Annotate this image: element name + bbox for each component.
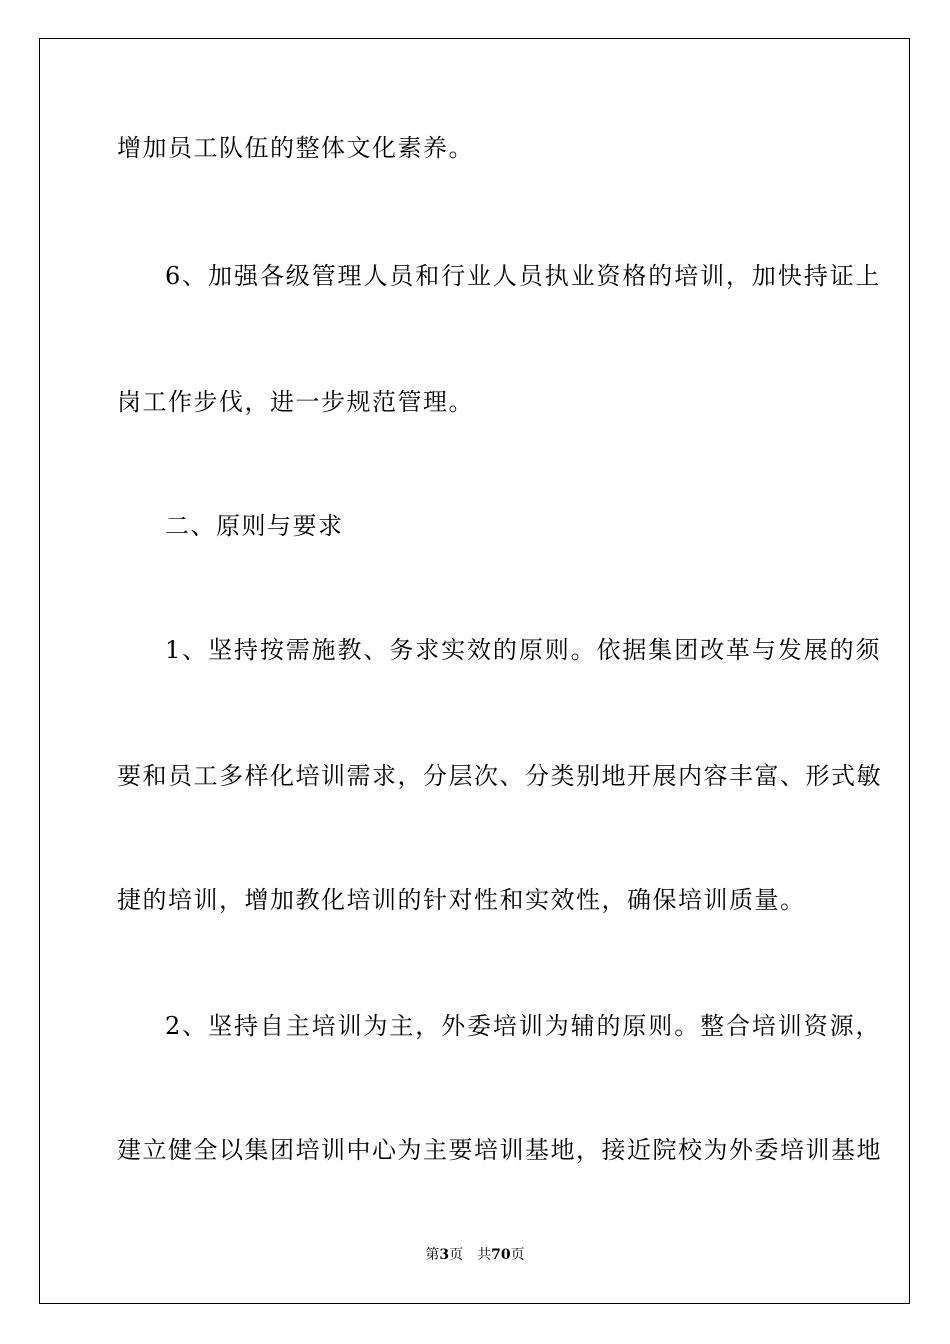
- footer-prefix: 第: [425, 1247, 440, 1263]
- paragraph-line: 岗工作步伐，进一步规范管理。: [117, 388, 474, 416]
- paragraph-line: 1、坚持按需施教、务求实效的原则。依据集团改革与发展的须: [165, 636, 881, 664]
- paragraph-line: 增加员工队伍的整体文化素养。: [117, 134, 474, 162]
- total-page-number: 70: [491, 1247, 511, 1263]
- footer-mid: 页 共: [449, 1247, 492, 1263]
- current-page-number: 3: [439, 1247, 450, 1263]
- paragraph-line: 要和员工多样化培训需求，分层次、分类别地开展内容丰富、形式敏: [117, 762, 882, 790]
- paragraph-line: 6、加强各级管理人员和行业人员执业资格的培训，加快持证上: [165, 262, 881, 290]
- paragraph-line: 2、坚持自主培训为主，外委培训为辅的原则。整合培训资源，: [165, 1012, 881, 1040]
- footer-suffix: 页: [510, 1247, 525, 1263]
- paragraph-line: 捷的培训，增加教化培训的针对性和实效性，确保培训质量。: [117, 886, 806, 914]
- page-border: [39, 38, 910, 1304]
- paragraph-line: 建立健全以集团培训中心为主要培训基地，接近院校为外委培训基地: [117, 1136, 882, 1164]
- section-heading: 二、原则与要求: [165, 512, 344, 540]
- page-number-footer: [0, 1246, 950, 1264]
